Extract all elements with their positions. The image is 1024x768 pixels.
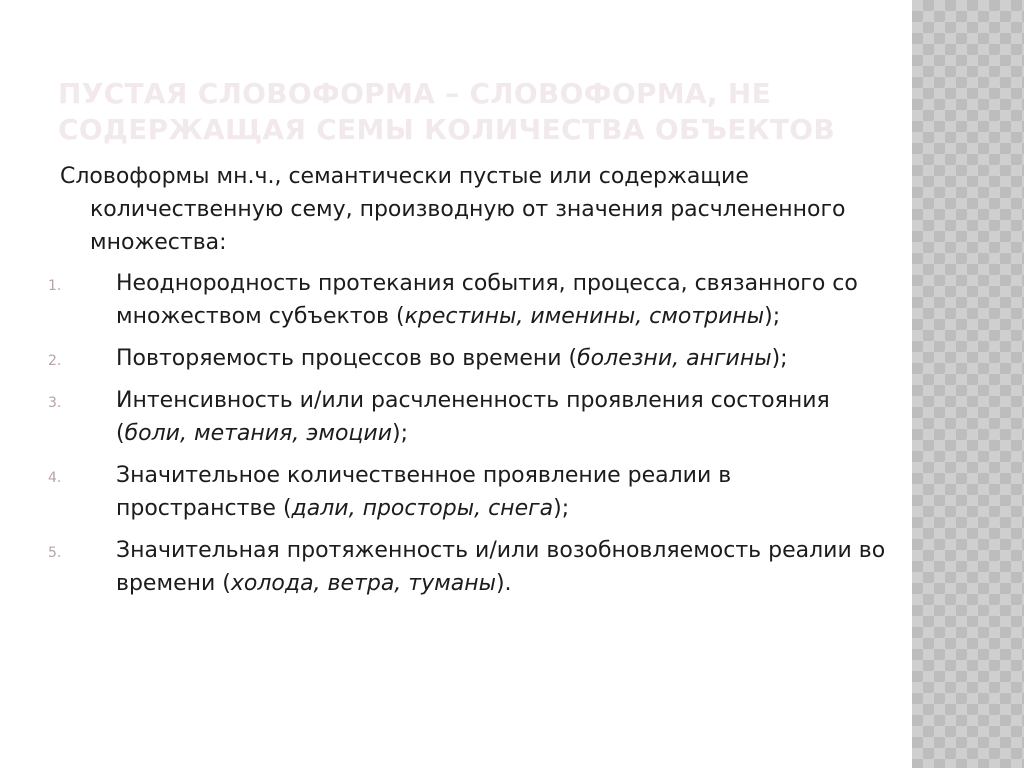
list-item-number: 2.: [48, 353, 62, 369]
list-item-text: Значительная протяженность и/или возобновляемость реалии во времени (: [116, 538, 886, 596]
slide-title: ПУСТАЯ СЛОВОФОРМА – СЛОВОФОРМА, НЕ СОДЕРЖАЩАЯ СЕМЫ КОЛИЧЕСТВА ОБЪЕКТОВ: [58, 77, 836, 146]
list-item-examples: болезни, ангины: [577, 346, 772, 371]
slide-body: [48, 160, 890, 609]
list-item-closing: ).: [495, 571, 512, 596]
list-item: [48, 459, 890, 525]
list-item-closing: );: [764, 304, 781, 329]
list-item-examples: крестины, именины, смотрины: [404, 304, 765, 329]
list-item: [48, 342, 890, 375]
list-item-number: 4.: [48, 470, 62, 486]
list-item-number: 5.: [48, 545, 62, 561]
list-item-examples: дали, просторы, снега: [291, 496, 554, 521]
decorative-pattern-strip: [912, 0, 1024, 768]
list-item: [48, 534, 890, 600]
list-item-text: Интенсивность и/или расчлененность проявления состояния (: [116, 388, 830, 446]
list-item: [48, 267, 890, 333]
list-item-text: Неоднородность протекания события, процесса, связанного со множеством субъектов (: [116, 271, 858, 329]
list-item-examples: холода, ветра, туманы: [230, 571, 496, 596]
list-item-text: Повторяемость процессов во времени (: [116, 346, 578, 371]
intro-paragraph: Словоформы мн.ч., семантически пустые или содержащие количественную сему, производную от значения расчлененного множества:: [60, 164, 846, 255]
list-item-text: Значительное количественное проявление реалии в пространстве (: [116, 463, 732, 521]
list-item-closing: );: [771, 346, 788, 371]
list-item: [48, 384, 890, 450]
list-item-examples: боли, метания, эмоции: [124, 421, 392, 446]
list-item-closing: );: [553, 496, 570, 521]
list-item-closing: );: [392, 421, 408, 446]
numbered-list: [48, 267, 890, 600]
list-item-number: 3.: [48, 395, 62, 411]
list-item-number: 1.: [48, 278, 62, 294]
